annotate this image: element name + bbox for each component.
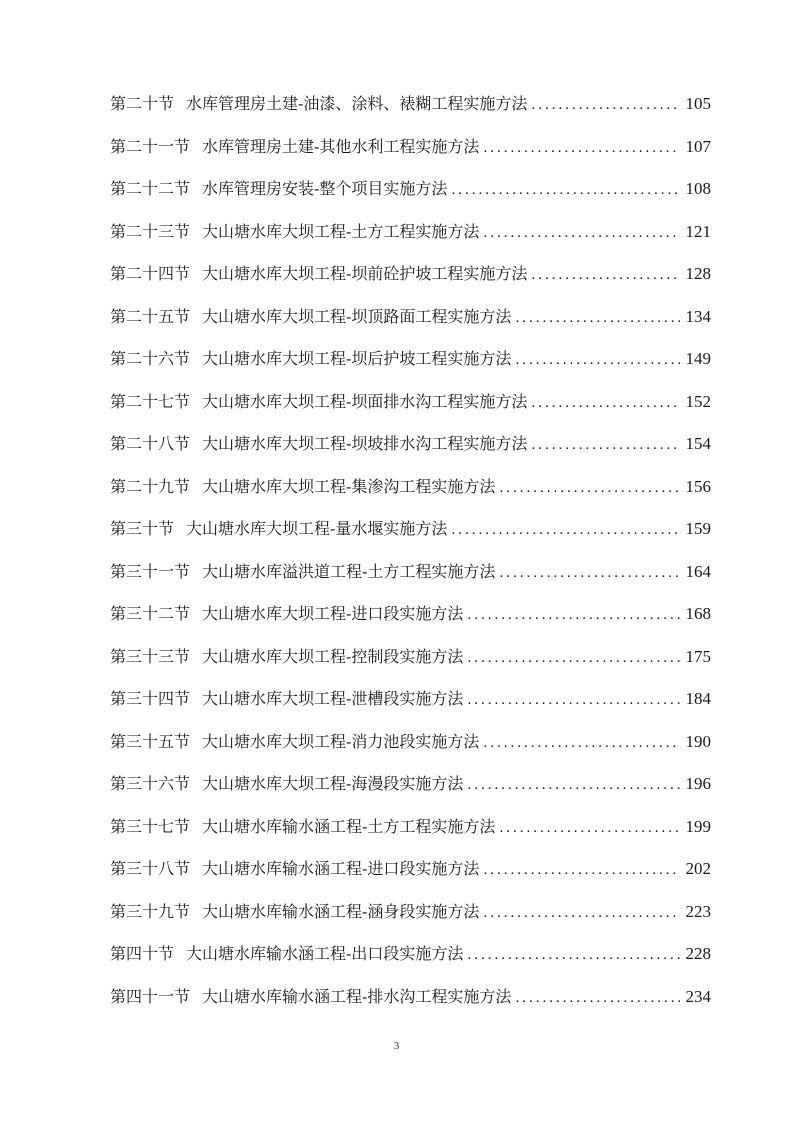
- page-number: 3: [393, 1040, 400, 1052]
- toc-section-number: 第三十九节: [110, 901, 191, 921]
- toc-page-number: 105: [685, 94, 711, 113]
- toc-page-number: 156: [685, 476, 711, 496]
- toc-dot-leader: [531, 89, 679, 121]
- toc-dot-leader: [531, 259, 679, 291]
- toc-dot-leader: [451, 174, 679, 206]
- toc-title: 大山塘水库大坝工程-土方工程实施方法: [202, 221, 480, 241]
- toc-section-number: 第三十节: [110, 519, 175, 538]
- toc-section-number: 第三十七节: [110, 816, 191, 836]
- toc-dot-leader: [483, 132, 679, 164]
- toc-title: 大山塘水库大坝工程-海漫段实施方法: [202, 774, 464, 793]
- toc-dot-leader: [499, 812, 679, 844]
- toc-page-number: 202: [685, 859, 711, 878]
- toc-entry[interactable]: [110, 556, 711, 599]
- toc-title: 大山塘水库输水涵工程-土方工程实施方法: [202, 816, 496, 836]
- toc-title: 大山塘水库大坝工程-控制段实施方法: [202, 646, 464, 666]
- toc-entry[interactable]: [110, 981, 711, 1024]
- toc-entry[interactable]: [110, 513, 711, 556]
- toc-title: 大山塘水库溢洪道工程-土方工程实施方法: [202, 561, 496, 581]
- toc-dot-leader: [467, 599, 679, 631]
- toc-section-number: 第四十一节: [110, 986, 191, 1006]
- toc-page-number: 149: [685, 349, 711, 368]
- toc-dot-leader: [467, 642, 679, 674]
- toc-entry[interactable]: [110, 598, 711, 641]
- toc-title: 大山塘水库输水涵工程-出口段实施方法: [186, 944, 464, 963]
- toc-page-number: 184: [685, 689, 711, 708]
- toc-dot-leader: [515, 982, 679, 1014]
- toc-entry[interactable]: [110, 938, 711, 981]
- toc-entry[interactable]: [110, 428, 711, 471]
- toc-section-number: 第三十八节: [110, 859, 191, 878]
- toc-entry[interactable]: [110, 216, 711, 259]
- toc-title: 大山塘水库大坝工程-消力池段实施方法: [202, 731, 480, 751]
- toc-page-number: 108: [685, 179, 711, 198]
- toc-entry[interactable]: [110, 683, 711, 726]
- toc-page-number: 154: [685, 434, 711, 453]
- toc-title: 大山塘水库输水涵工程-进口段实施方法: [202, 859, 480, 878]
- toc-section-number: 第二十四节: [110, 264, 191, 283]
- toc-title: 大山塘水库大坝工程-量水堰实施方法: [186, 519, 448, 538]
- toc-entry[interactable]: [110, 258, 711, 301]
- toc-dot-leader: [451, 514, 679, 546]
- toc-entry[interactable]: [110, 301, 711, 344]
- toc-title: 大山塘水库大坝工程-进口段实施方法: [202, 604, 464, 623]
- toc-dot-leader: [483, 897, 679, 929]
- toc-dot-leader: [483, 854, 679, 886]
- toc-page-number: 234: [685, 986, 711, 1006]
- toc-entry[interactable]: [110, 386, 711, 429]
- toc-page-number: 175: [685, 646, 711, 666]
- toc-section-number: 第三十二节: [110, 604, 191, 623]
- toc-entry[interactable]: [110, 853, 711, 896]
- toc-page-number: 159: [685, 519, 711, 538]
- toc-section-number: 第二十八节: [110, 434, 191, 453]
- toc-page-number: 134: [685, 306, 711, 326]
- toc-page-number: 223: [685, 901, 711, 921]
- toc-title: 水库管理房土建-其他水利工程实施方法: [202, 136, 480, 156]
- toc-dot-leader: [483, 217, 679, 249]
- toc-title: 大山塘水库大坝工程-坝顶路面工程实施方法: [202, 306, 512, 326]
- toc-section-number: 第四十节: [110, 944, 175, 963]
- toc-section-number: 第二十九节: [110, 476, 191, 496]
- toc-section-number: 第三十三节: [110, 646, 191, 666]
- toc-entry[interactable]: [110, 131, 711, 174]
- toc-section-number: 第二十二节: [110, 179, 191, 198]
- toc-dot-leader: [467, 939, 679, 971]
- toc-title: 大山塘水库大坝工程-集渗沟工程实施方法: [202, 476, 496, 496]
- toc-section-number: 第三十五节: [110, 731, 191, 751]
- toc-title: 水库管理房土建-油漆、涂料、裱糊工程实施方法: [186, 94, 528, 113]
- toc-title: 大山塘水库大坝工程-坝坡排水沟工程实施方法: [202, 434, 528, 453]
- toc-entry[interactable]: [110, 641, 711, 684]
- toc-dot-leader: [483, 727, 679, 759]
- toc-section-number: 第三十四节: [110, 689, 191, 708]
- toc-title: 大山塘水库大坝工程-坝后护坡工程实施方法: [202, 349, 512, 368]
- toc-dot-leader: [515, 302, 679, 334]
- toc-entry[interactable]: [110, 173, 711, 216]
- toc-entry[interactable]: [110, 343, 711, 386]
- toc-page-number: 152: [685, 391, 711, 411]
- toc-dot-leader: [531, 387, 679, 419]
- toc-title: 大山塘水库大坝工程-泄槽段实施方法: [202, 689, 464, 708]
- toc-entry[interactable]: [110, 88, 711, 131]
- toc-page-number: 190: [685, 731, 711, 751]
- toc-dot-leader: [531, 429, 679, 461]
- toc-page-number: 128: [685, 264, 711, 283]
- toc-entry[interactable]: [110, 896, 711, 939]
- toc-title: 大山塘水库大坝工程-坝面排水沟工程实施方法: [202, 391, 528, 411]
- toc-dot-leader: [467, 684, 679, 716]
- table-of-contents: [110, 88, 711, 1023]
- toc-page-number: 107: [685, 136, 711, 156]
- toc-title: 水库管理房安装-整个项目实施方法: [202, 179, 448, 198]
- toc-section-number: 第二十六节: [110, 349, 191, 368]
- toc-entry[interactable]: [110, 811, 711, 854]
- toc-title: 大山塘水库大坝工程-坝前砼护坡工程实施方法: [202, 264, 528, 283]
- toc-dot-leader: [499, 557, 679, 589]
- toc-page-number: 196: [685, 774, 711, 793]
- toc-section-number: 第三十六节: [110, 774, 191, 793]
- toc-section-number: 第二十七节: [110, 391, 191, 411]
- toc-page-number: 168: [685, 604, 711, 623]
- toc-dot-leader: [515, 344, 679, 376]
- toc-page-number: 164: [685, 561, 711, 581]
- toc-page-number: 121: [685, 221, 711, 241]
- toc-page-number: 199: [685, 816, 711, 836]
- toc-entry[interactable]: [110, 471, 711, 514]
- toc-section-number: 第二十节: [110, 94, 175, 113]
- toc-dot-leader: [499, 472, 679, 504]
- toc-dot-leader: [467, 769, 679, 801]
- toc-title: 大山塘水库输水涵工程-涵身段实施方法: [202, 901, 480, 921]
- toc-section-number: 第二十三节: [110, 221, 191, 241]
- toc-entry[interactable]: [110, 726, 711, 769]
- toc-section-number: 第二十一节: [110, 136, 191, 156]
- toc-title: 大山塘水库输水涵工程-排水沟工程实施方法: [202, 986, 512, 1006]
- toc-section-number: 第三十一节: [110, 561, 191, 581]
- toc-entry[interactable]: [110, 768, 711, 811]
- toc-section-number: 第二十五节: [110, 306, 191, 326]
- toc-page-number: 228: [685, 944, 711, 963]
